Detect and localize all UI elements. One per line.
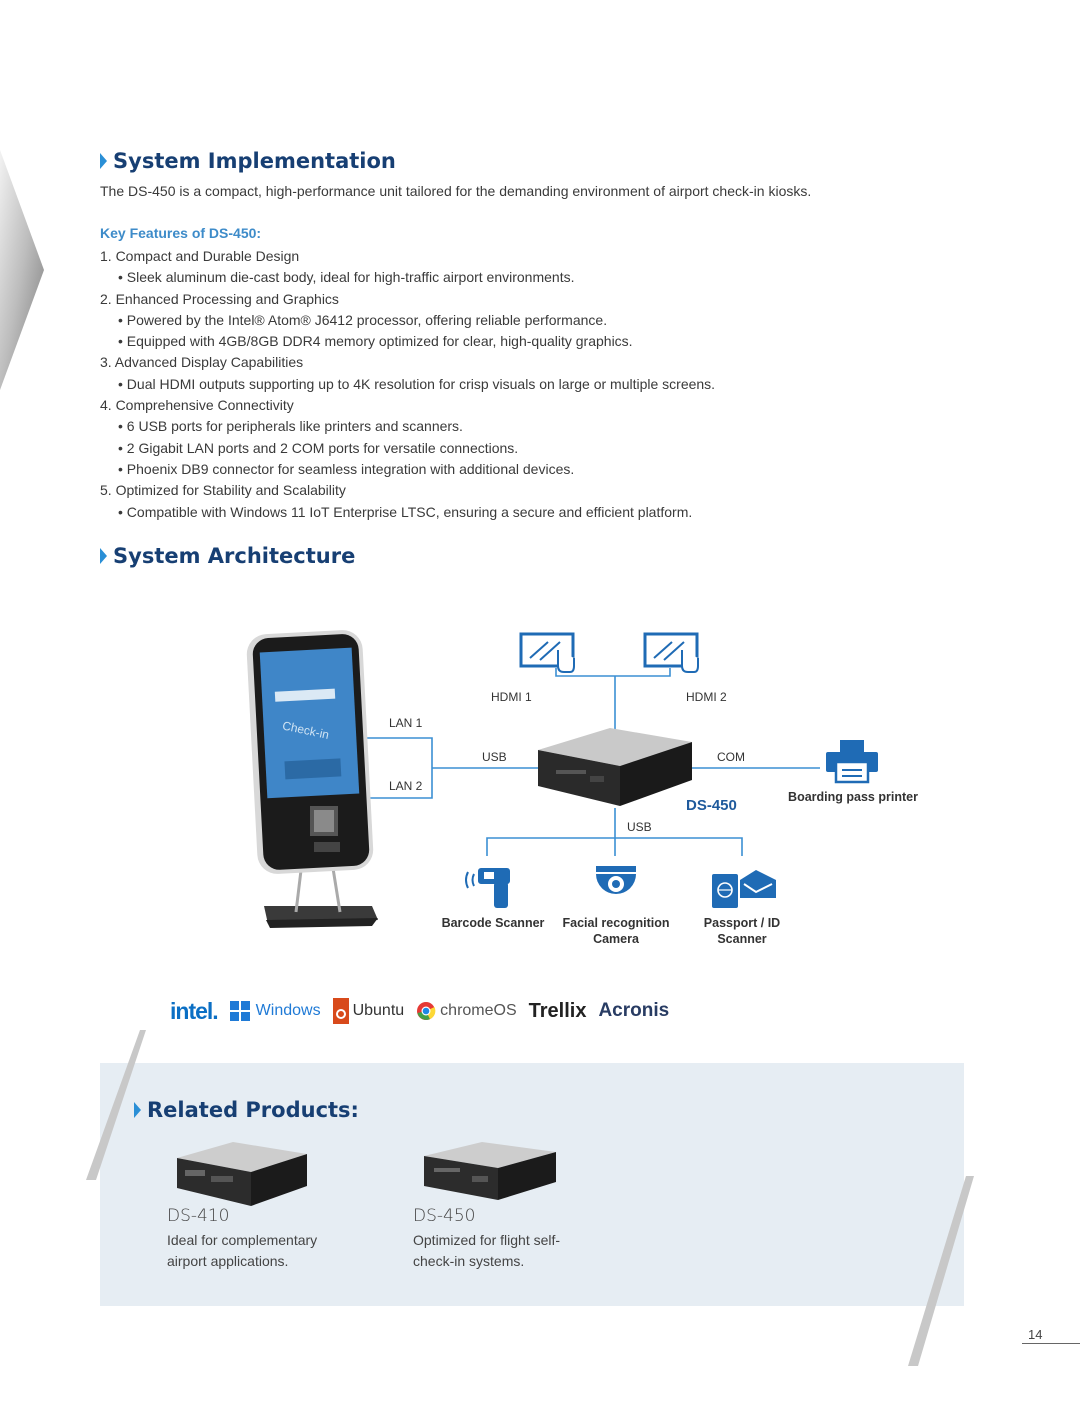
feature-bullet: • 2 Gigabit LAN ports and 2 COM ports for versatile connections.	[118, 439, 519, 456]
label-lan2: LAN 2	[389, 779, 423, 793]
ubuntu-logo: Ubuntu	[333, 998, 405, 1024]
feature-title: 2. Enhanced Processing and Graphics	[100, 290, 339, 307]
section-title-related: Related Products:	[134, 1098, 359, 1122]
intel-logo: intel.	[170, 997, 218, 1024]
key-features-title: Key Features of DS-450:	[100, 225, 262, 241]
chromeos-logo: chromeOS	[416, 1001, 516, 1021]
product-desc-ds410: Ideal for complementary airport applications.	[167, 1232, 318, 1269]
feature-bullet: • Dual HDMI outputs supporting up to 4K resolution for crisp visuals on large or multiple screens.	[118, 375, 716, 392]
ubuntu-icon	[333, 998, 349, 1024]
feature-title: 5. Optimized for Stability and Scalability	[100, 482, 346, 499]
section-arrow-icon	[134, 1102, 141, 1118]
section-arrow-icon	[100, 153, 107, 169]
feature-title: 3. Advanced Display Capabilities	[100, 354, 304, 371]
feature-bullet: • Sleek aluminum die-cast body, ideal for high-traffic airport environments.	[118, 269, 575, 286]
feature-bullet: • Phoenix DB9 connector for seamless integration with additional devices.	[118, 460, 575, 477]
feature-title: 4. Comprehensive Connectivity	[100, 397, 294, 414]
printer-icon	[826, 740, 878, 782]
feature-bullet: • 6 USB ports for peripherals like printers and scanners.	[118, 418, 463, 435]
kiosk-illustration	[246, 629, 378, 928]
ds450-device-image	[538, 728, 692, 806]
product-desc-ds450: Optimized for flight self-check-in systems.	[413, 1232, 561, 1269]
label-lan1: LAN 1	[389, 716, 423, 730]
label-printer: Boarding pass printer	[788, 790, 918, 804]
feature-bullet: • Compatible with Windows 11 IoT Enterprise LTSC, ensuring a secure and efficient platform.	[118, 503, 693, 520]
label-com: COM	[717, 750, 745, 764]
label-hdmi1: HDMI 1	[491, 690, 532, 704]
kiosk-screen-text: Check-in	[281, 718, 331, 742]
trellix-logo: Trellix	[528, 999, 587, 1022]
section-arrow-icon	[100, 548, 107, 564]
camera-icon	[596, 866, 636, 894]
label-barcode: Barcode Scanner	[441, 916, 545, 930]
barcode-scanner-icon	[466, 868, 510, 908]
section-title-architecture: System Architecture	[100, 544, 355, 568]
decorative-wedge	[0, 150, 60, 390]
label-facial: Facial recognition Camera	[562, 916, 670, 946]
features-list	[100, 246, 715, 523]
passport-icon	[712, 870, 776, 908]
ds450-product-image[interactable]	[422, 1138, 558, 1202]
acronis-logo: Acronis	[598, 1000, 670, 1021]
section-title-implementation: System Implementation	[100, 149, 396, 173]
label-hdmi2: HDMI 2	[686, 690, 727, 704]
label-usb-bottom: USB	[627, 820, 652, 834]
windows-icon	[230, 1001, 250, 1021]
monitor-icon-hdmi2	[645, 634, 698, 672]
feature-bullet: • Equipped with 4GB/8GB DDR4 memory optimized for clear, high-quality graphics.	[118, 333, 633, 350]
label-usb-top: USB	[482, 750, 507, 764]
monitor-icon-hdmi1	[521, 634, 574, 672]
device-label: DS-450	[686, 797, 737, 814]
label-passport: Passport / ID Scanner	[703, 916, 781, 946]
windows-logo: Windows	[230, 1001, 321, 1021]
ds410-product-image[interactable]	[175, 1136, 309, 1210]
decorative-swoosh-right	[908, 1176, 974, 1366]
product-name-ds410[interactable]: DS-410	[167, 1206, 230, 1226]
feature-bullet: • Powered by the Intel® Atom® J6412 processor, offering reliable performance.	[118, 311, 608, 328]
feature-title: 1. Compact and Durable Design	[100, 248, 300, 264]
intro-text: The DS-450 is a compact, high-performance unit tailored for the demanding environment of airport check-in kiosks.	[100, 183, 812, 199]
product-name-ds450[interactable]: DS-450	[413, 1206, 476, 1226]
partner-logos	[170, 996, 669, 1026]
page-number: 14	[1028, 1327, 1043, 1342]
chrome-icon	[416, 1001, 436, 1021]
page-number-rule	[1022, 1343, 1080, 1344]
